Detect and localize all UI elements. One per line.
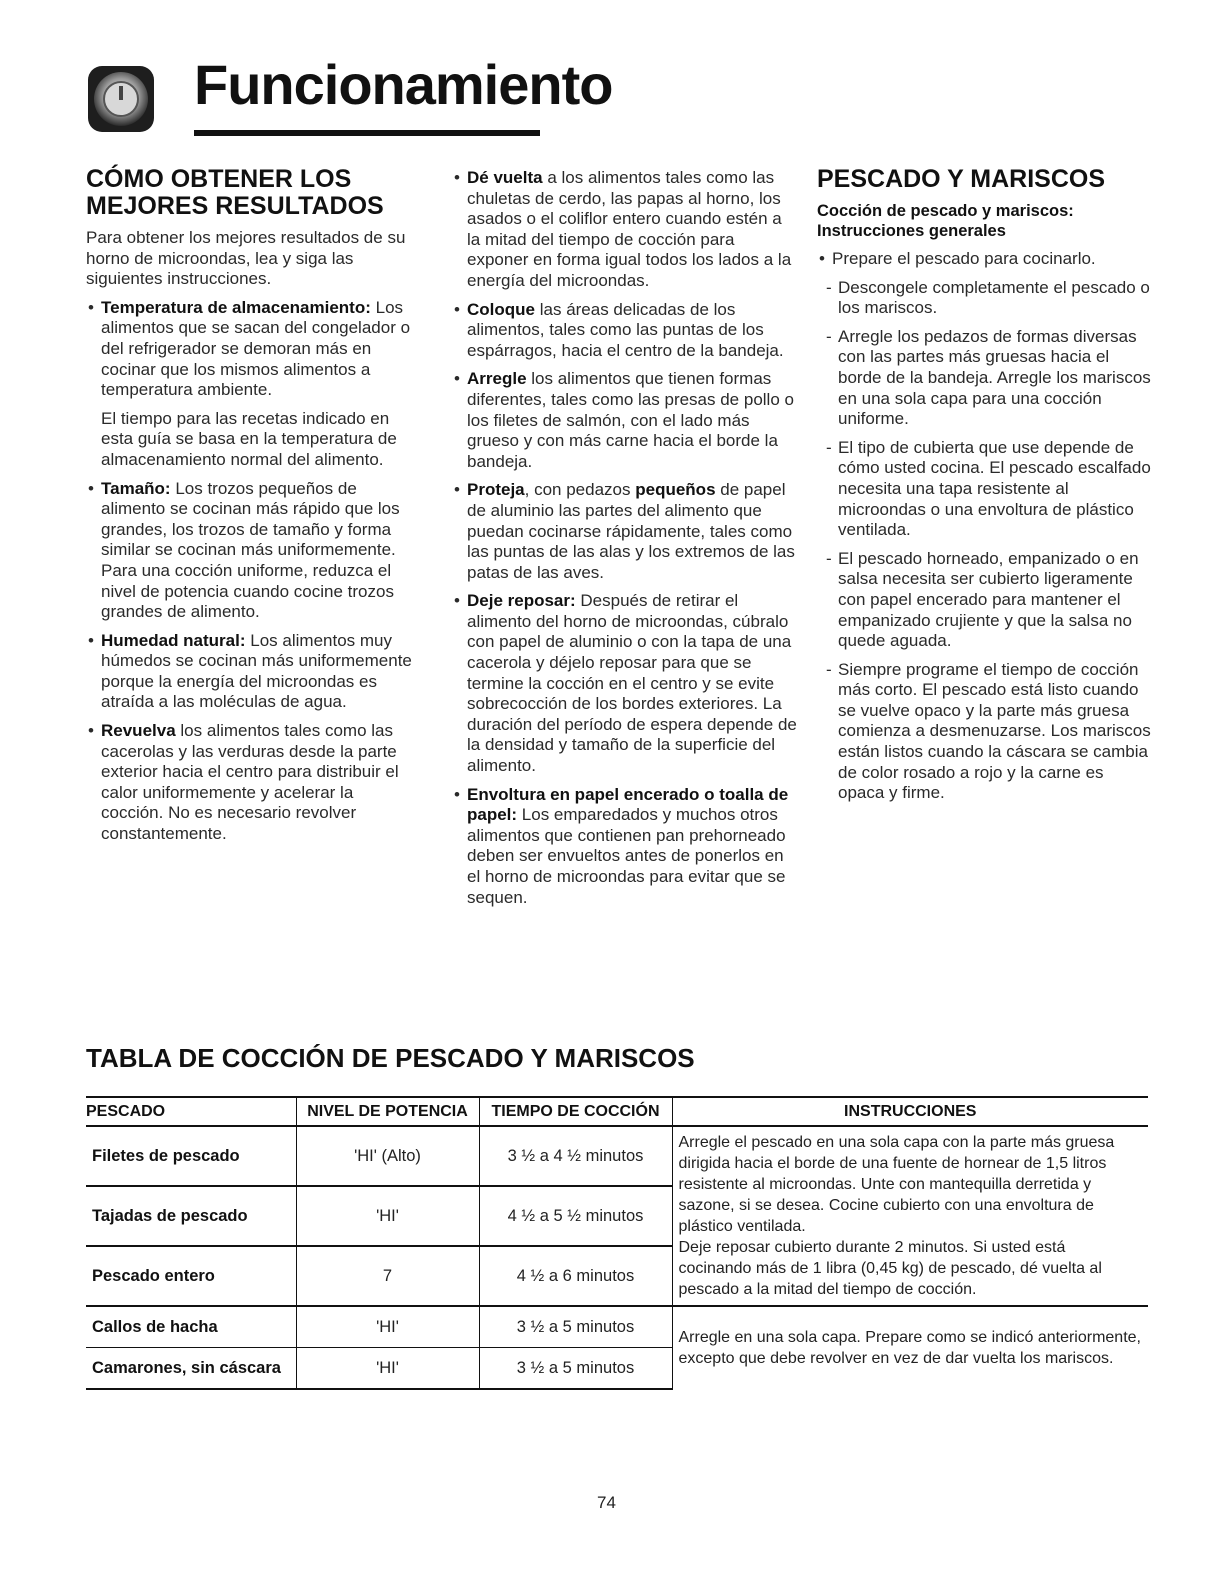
time-cell: 4 ½ a 5 ½ minutos — [479, 1186, 672, 1246]
instruction-arrange: - Arregle los pedazos de formas diversas con las partes más gruesas hacia el borde de la bandeja. Arregle los mariscos en una sola capa para una cocción uniforme. — [817, 327, 1152, 430]
table-row — [86, 1306, 1148, 1348]
column-best-results — [86, 166, 416, 853]
time-cell: 3 ½ a 4 ½ minutos — [479, 1126, 672, 1186]
tip-text: Los trozos pequeños de alimento se cocinan más rápido que los grandes, los trozos de tamaño y forma similar se cocinan más uniformemente. Para una cocción uniforme, reduzca el nivel de potencia cuando cocine trozos grandes de alimento. — [101, 478, 400, 622]
time-cell: 3 ½ a 5 minutos — [479, 1348, 672, 1390]
tip-turn-over — [452, 168, 797, 292]
table-row — [86, 1126, 1148, 1186]
column-header-fish: PESCADO — [86, 1097, 296, 1126]
tip-shield — [452, 480, 797, 583]
instruction-cover: - El tipo de cubierta que use depende de cómo usted cocina. El pescado escalfado necesita una tapa resistente al microondas o una envoltura de plástico ventilada. — [817, 438, 1152, 541]
time-cell: 4 ½ a 6 minutos — [479, 1246, 672, 1306]
intro-text: Para obtener los mejores resultados de su horno de microondas, lea y siga las siguientes instrucciones. — [86, 228, 406, 289]
power-cell: 7 — [296, 1246, 479, 1306]
tip-label: Envoltura en papel encerado o toalla de papel: — [467, 784, 789, 825]
power-cell: 'HI' — [296, 1306, 479, 1348]
tip-natural-moisture — [86, 631, 416, 713]
instruction-prepare: • Prepare el pescado para cocinarlo. — [817, 249, 1152, 270]
tip-label: Arregle — [467, 369, 527, 389]
section-heading-best-results: CÓMO OBTENER LOS MEJORES RESULTADOS — [86, 165, 384, 220]
tip-label: Tamaño: — [101, 478, 171, 498]
tip-storage-temperature — [86, 298, 416, 401]
tip-text: Los alimentos muy húmedos se cocinan más uniformemente porque la energía del microondas es atraída a las moléculas de agua. — [101, 630, 412, 712]
power-cell: 'HI' — [296, 1186, 479, 1246]
tip-let-stand — [452, 591, 797, 776]
tip-text: los alimentos que tienen formas diferentes, tales como las presas de pollo o los filetes de salmón, con el lado más grueso y con más carne hacia el borde la bandeja. — [467, 369, 794, 471]
microwave-dial-icon — [86, 62, 156, 136]
fish-cell: Tajadas de pescado — [86, 1186, 296, 1246]
instructions-cell — [672, 1126, 1148, 1306]
subheading-general-instructions: Cocción de pescado y mariscos: Instrucciones generales — [817, 202, 1074, 240]
tip-label: Coloque — [467, 299, 535, 319]
tip-size — [86, 479, 416, 623]
fish-cell: Pescado entero — [86, 1246, 296, 1306]
fish-cell: Camarones, sin cáscara — [86, 1348, 296, 1390]
instruction-defrost: - Descongele completamente el pescado o los mariscos. — [817, 278, 1152, 319]
tip-wrapping — [452, 785, 797, 909]
page-number: 74 — [597, 1493, 616, 1512]
fish-cell: Filetes de pescado — [86, 1126, 296, 1186]
tip-text: Después de retirar el alimento del horno de microondas, cúbralo con papel de aluminio o con la tapa de una cacerola y déjelo reposar para que se termine la cocción en el centro y se evite sobrecocción de los bordes exteriores. La duración del período de espera depende de la densidad y tamaño de la superficie del alimento. — [467, 591, 797, 776]
tip-arrange — [452, 369, 797, 472]
tip-label: Humedad natural: — [101, 630, 246, 650]
power-cell: 'HI' (Alto) — [296, 1126, 479, 1186]
column-fish-seafood — [817, 166, 1152, 812]
table-title: TABLA DE COCCIÓN DE PESCADO Y MARISCOS — [86, 1043, 695, 1073]
tip-text: Los alimentos que se sacan del congelador o del refrigerador se demoran más en cocinar que los mismos alimentos a temperatura ambiente. — [101, 297, 411, 400]
tip-label: Revuelva — [101, 721, 176, 741]
instructions-text: Arregle el pescado en una sola capa con la parte más gruesa dirigida hacia el borde de una fuente de hornear de 1,5 litros resistente al microondas. Unte con mantequilla derretida y sazone, si se desea. Cocine cubierto con una envoltura de plástico ventilada. — [678, 1134, 1115, 1235]
column-header-instructions: INSTRUCCIONES — [844, 1103, 977, 1120]
tip-label: Temperatura de almacenamiento: — [101, 297, 371, 317]
tip-text: , con pedazos — [524, 480, 631, 500]
tip-place — [452, 300, 797, 362]
instruction-time: - Siempre programe el tiempo de cocción más corto. El pescado está listo cuando se vuelve opaco y la parte más gruesa comienza a desmenuzarse. Los mariscos están listos cuando la cáscara se cambia de color rosado a rojo y la carne es opaca y firme. — [817, 660, 1152, 804]
page-title: Funcionamiento — [194, 53, 613, 116]
tip-label: Proteja — [467, 480, 525, 500]
tip-label-small: pequeños — [635, 480, 716, 500]
tip-text: los alimentos tales como las cacerolas y las verduras desde la parte exterior hacia el centro para distribuir el calor uniformemente y acelerar la cocción. No es necesario revolver constantemente. — [101, 721, 399, 844]
time-cell: 3 ½ a 5 minutos — [479, 1306, 672, 1348]
power-cell: 'HI' — [296, 1348, 479, 1390]
tip-text: a los alimentos tales como las chuletas de cerdo, las papas al horno, los asados o el coliflor entero cuando estén a la mitad del tiempo de cocción para exponer en forma igual todos los lados a la energía del microondas. — [467, 168, 792, 290]
column-cooking-tips — [452, 168, 797, 916]
column-header-time: TIEMPO DE COCCIÓN — [479, 1097, 672, 1126]
table-header-row — [86, 1097, 1148, 1126]
tip-text: Los emparedados y muchos otros alimentos que contienen pan prehorneado deben ser envueltos antes de ponerlos en el horno de microondas para evitar que se sequen. — [467, 805, 786, 907]
column-header-power: NIVEL DE POTENCIA — [296, 1097, 479, 1126]
tip-storage-note: El tiempo para las recetas indicado en esta guía se basa en la temperatura de almacenamiento normal del alimento. — [101, 408, 397, 469]
fish-cell: Callos de hacha — [86, 1306, 296, 1348]
tip-stir — [86, 721, 416, 845]
title-underline — [194, 130, 540, 136]
instructions-text-standing: Deje reposar cubierto durante 2 minutos. Si usted está cocinando más de 1 libra (0,45 kg) de pescado, dé vuelta al pescado a la mitad del tiempo de cocción. — [678, 1239, 1102, 1298]
instructions-cell: Arregle en una sola capa. Prepare como se indicó anteriormente, excepto que debe revolver en vez de dar vuelta los mariscos. — [672, 1306, 1148, 1389]
section-heading-fish-seafood: PESCADO Y MARISCOS — [817, 165, 1106, 193]
fish-cooking-table — [86, 1096, 1148, 1390]
tip-label: Deje reposar: — [467, 591, 576, 611]
instruction-baked: - El pescado horneado, empanizado o en salsa necesita ser cubierto ligeramente con papel encerado para mantener el empanizado crujiente y que la salsa no quede aguada. — [817, 549, 1152, 652]
tip-text: de papel de aluminio las partes del alimento que puedan cocinarse rápidamente, tales como las puntas de las alas y los extremos de las patas de las aves. — [467, 480, 795, 582]
tip-label: Dé vuelta — [467, 168, 543, 187]
tip-text: las áreas delicadas de los alimentos, tales como las puntas de los espárragos, hacia el centro de la bandeja. — [467, 299, 784, 360]
